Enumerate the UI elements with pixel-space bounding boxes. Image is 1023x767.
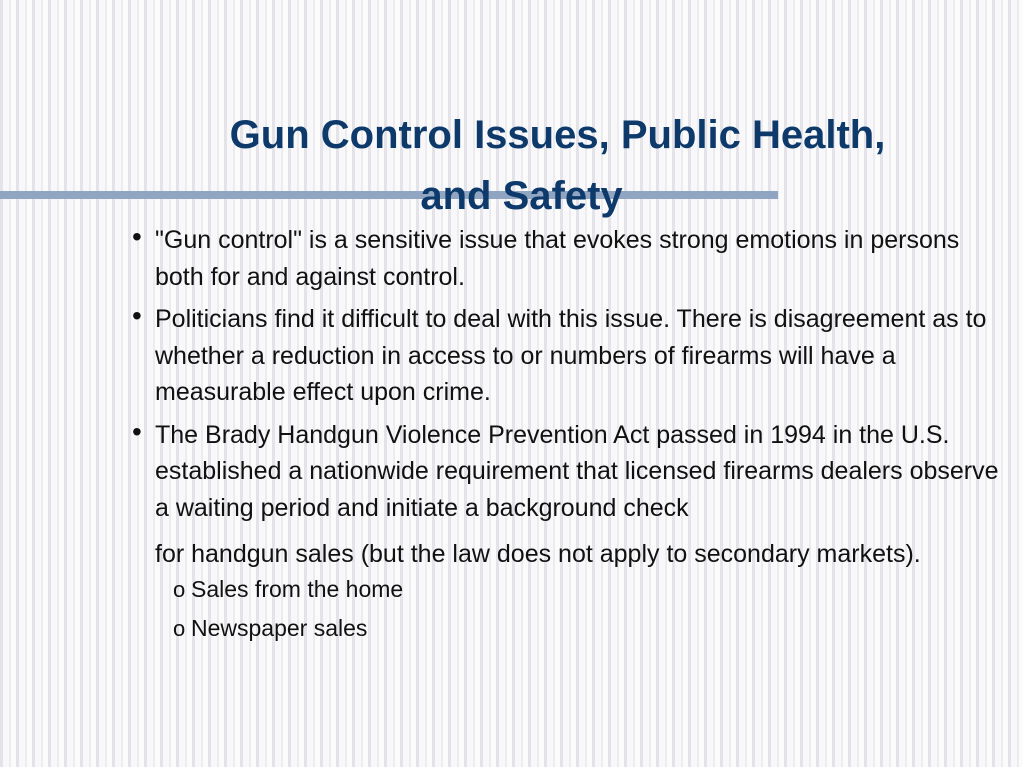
sub-bullet-text: Sales from the home — [191, 576, 404, 602]
bullet-text: The Brady Handgun Violence Prevention Act passed in 1994 in the U.S. established a nationwide requirement that licensed firearms dealers observe a waiting period and initiate a background check — [155, 420, 999, 522]
bullet-dot-icon: • — [132, 300, 142, 331]
bullet-item-2 — [132, 301, 1012, 411]
bullet-continuation-text: for handgun sales (but the law does not apply to secondary markets). — [155, 540, 921, 568]
bullet-list — [132, 222, 1012, 654]
sub-bullet-list — [173, 570, 1012, 648]
slide-title-line-1: Gun Control Issues, Public Health, — [229, 113, 886, 157]
hollow-bullet-icon: o — [173, 616, 186, 641]
bullet-dot-icon: • — [132, 415, 142, 447]
bullet-text: "Gun control" is a sensitive issue that evokes strong emotions in persons both for and against control. — [155, 226, 960, 291]
bullet-dot-icon: • — [132, 221, 142, 252]
hollow-bullet-icon: o — [173, 577, 186, 602]
slide-title — [150, 105, 965, 227]
sub-bullet-item-2 — [173, 609, 1012, 648]
bullet-item-1 — [132, 222, 1012, 295]
sub-bullet-item-1 — [173, 570, 1012, 609]
bullet-item-3 — [132, 417, 1012, 649]
bullet-text: Politicians find it difficult to deal with this issue. There is disagreement as to whether a reduction in access to or numbers of firearms will have a measurable effect upon crime. — [155, 305, 987, 406]
slide-title-line-2: and Safety — [420, 174, 623, 218]
sub-bullet-text: Newspaper sales — [191, 615, 368, 641]
